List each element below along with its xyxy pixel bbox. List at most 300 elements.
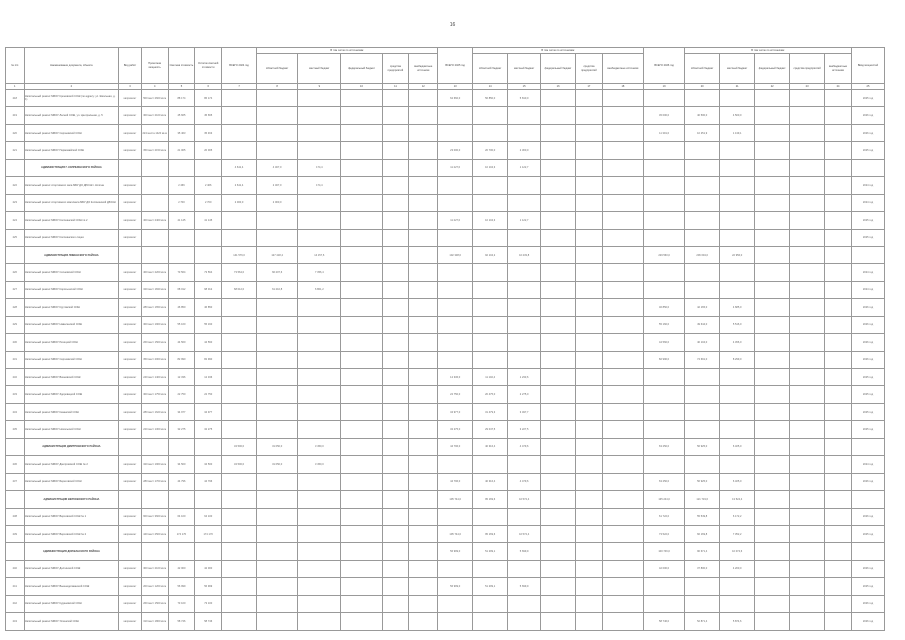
source-2025: 40 316,4 — [473, 473, 508, 490]
total-2024 — [222, 90, 257, 107]
work-kind: капремонт — [119, 351, 142, 368]
capacity: 350 мест 2000 кв.м — [141, 351, 168, 368]
source-2024 — [409, 90, 438, 107]
source-2025 — [602, 177, 643, 194]
remaining-cost: 42 000 — [195, 560, 222, 577]
source-2025 — [576, 438, 603, 455]
row-number: 219 — [6, 107, 25, 124]
source-2026 — [825, 316, 852, 333]
estimated-cost: 56 999 — [168, 578, 195, 595]
commission-year: 2025 год — [851, 525, 884, 542]
source-2026 — [790, 403, 825, 420]
total-2024: 73 564,0 — [222, 264, 257, 281]
remaining-cost: 44 796 — [195, 473, 222, 490]
budget-table-container — [5, 47, 885, 631]
source-2024 — [257, 525, 298, 542]
source-2025 — [602, 194, 643, 211]
source-2026 — [790, 159, 825, 176]
commission-year: 2025 год — [851, 369, 884, 386]
object-name: Капитальный ремонт МБОУ Сергеевской СОШ — [24, 124, 119, 141]
total-2025: 44 796,0 — [438, 438, 473, 455]
total-2025 — [438, 595, 473, 612]
source-2026 — [825, 369, 852, 386]
source-2026 — [720, 456, 755, 473]
source-2024: 174,4 — [298, 159, 341, 176]
source-2026 — [790, 194, 825, 211]
row-number: 224 — [6, 212, 25, 229]
row-number: 232 — [6, 369, 25, 386]
work-kind: капремонт — [119, 525, 142, 542]
row-number: 237 — [6, 473, 25, 490]
work-kind: капремонт — [119, 473, 142, 490]
source-2024 — [409, 142, 438, 159]
source-2025 — [602, 491, 643, 508]
total-2026: 135 244,0 — [644, 491, 685, 508]
source-2024 — [409, 560, 438, 577]
remaining-cost: 58 746 — [195, 613, 222, 630]
source-2026: 52 871,4 — [685, 613, 720, 630]
total-2026: 58 746,0 — [644, 613, 685, 630]
object-name: Капитальный ремонт МБОУ Кудиновской СОШ — [24, 595, 119, 612]
header-source-1-1: областной бюджет — [257, 54, 298, 84]
source-2025 — [541, 491, 576, 508]
source-2024 — [409, 456, 438, 473]
source-2025: 51 299,1 — [473, 578, 508, 595]
source-2025 — [508, 316, 541, 333]
estimated-cost: 68 012 — [168, 281, 195, 298]
source-2024 — [341, 560, 382, 577]
source-2024 — [298, 90, 341, 107]
source-2024 — [341, 403, 382, 420]
estimated-cost: 2 466 — [168, 177, 195, 194]
commission-year: 2026 год — [851, 107, 884, 124]
table-row — [6, 281, 885, 298]
total-2024 — [222, 403, 257, 420]
source-2026 — [755, 194, 790, 211]
empty-cell — [119, 159, 142, 176]
source-2024 — [382, 438, 409, 455]
object-name: Капитальный ремонт МБОУ Верховской СОШ № 1 — [24, 508, 119, 525]
source-2026 — [685, 369, 720, 386]
header-source-2-4: средства предприятий — [576, 54, 603, 84]
source-2024 — [298, 525, 341, 542]
total-2024: 4 641,4 — [222, 159, 257, 176]
source-2024 — [298, 351, 341, 368]
source-2024 — [341, 334, 382, 351]
source-2024: 61 210,8 — [257, 281, 298, 298]
object-name: Капитальный ремонт МБОУ Вышнедолжанской СОШ — [24, 578, 119, 595]
table-row — [6, 525, 885, 542]
commission-year — [851, 246, 884, 263]
header-source-3-1: областной бюджет — [685, 54, 720, 84]
source-2026 — [685, 264, 720, 281]
source-2024 — [409, 246, 438, 263]
column-number: 13 — [438, 84, 473, 90]
table-row — [6, 613, 885, 630]
source-2025 — [473, 264, 508, 281]
source-2024 — [257, 560, 298, 577]
source-2026 — [755, 438, 790, 455]
empty-cell — [195, 246, 222, 263]
object-name: Капитальный ремонт МБОУ Крутовской СОШ — [24, 299, 119, 316]
source-2024 — [382, 525, 409, 542]
total-2024 — [222, 351, 257, 368]
source-2026 — [720, 159, 755, 176]
source-2024 — [341, 246, 382, 263]
capacity: 440 мест 2500 кв.м — [141, 525, 168, 542]
source-2025 — [576, 473, 603, 490]
row-number: 241 — [6, 578, 25, 595]
estimated-cost: 44 560 — [168, 334, 195, 351]
source-2024 — [341, 386, 382, 403]
source-2026 — [790, 438, 825, 455]
source-2026 — [790, 334, 825, 351]
source-2026 — [825, 194, 852, 211]
source-2026 — [720, 90, 755, 107]
empty-cell — [141, 491, 168, 508]
section-row — [6, 491, 885, 508]
source-2024 — [298, 369, 341, 386]
remaining-cost: 86 174 — [195, 90, 222, 107]
source-2025 — [541, 421, 576, 438]
row-number: 218 — [6, 90, 25, 107]
source-2024 — [341, 421, 382, 438]
total-2025: 11 227,0 — [438, 159, 473, 176]
source-2026 — [790, 351, 825, 368]
source-2024 — [409, 421, 438, 438]
source-2026 — [755, 351, 790, 368]
commission-year: 2026 год — [851, 351, 884, 368]
source-2025 — [602, 351, 643, 368]
source-2025 — [541, 560, 576, 577]
source-2024 — [257, 351, 298, 368]
source-2024 — [298, 578, 341, 595]
row-number: 238 — [6, 508, 25, 525]
empty-cell — [195, 159, 222, 176]
header-capacity: Проектная мощность — [141, 48, 168, 84]
source-2024 — [341, 316, 382, 333]
source-2025 — [602, 613, 643, 630]
empty-cell — [168, 246, 195, 263]
source-2025 — [602, 229, 643, 246]
empty-cell — [119, 543, 142, 560]
source-2025 — [473, 281, 508, 298]
total-2025: 56 999,0 — [438, 578, 473, 595]
source-2026 — [825, 212, 852, 229]
column-number: 16 — [541, 84, 576, 90]
source-2026 — [755, 473, 790, 490]
source-2025 — [508, 107, 541, 124]
source-2025: 4 479,6 — [508, 438, 541, 455]
source-2025: 51 299,1 — [473, 543, 508, 560]
source-2024 — [341, 595, 382, 612]
source-2026: 56 925,0 — [685, 438, 720, 455]
source-2024: 3 450,0 — [298, 456, 341, 473]
source-2026 — [790, 491, 825, 508]
source-2025 — [473, 194, 508, 211]
source-2024 — [257, 369, 298, 386]
source-2026 — [755, 334, 790, 351]
capacity: 400 мест 2400 кв.м — [141, 212, 168, 229]
source-2026 — [720, 212, 755, 229]
capacity: 200 мест 1200 кв.м — [141, 578, 168, 595]
section-row — [6, 159, 885, 176]
source-2024 — [298, 124, 341, 141]
source-2024 — [257, 316, 298, 333]
section-row — [6, 543, 885, 560]
estimated-cost: 73 100 — [168, 595, 195, 612]
source-2024 — [298, 491, 341, 508]
column-number: 17 — [576, 84, 603, 90]
source-2026 — [755, 229, 790, 246]
source-2025 — [576, 386, 603, 403]
source-2026 — [825, 142, 852, 159]
row-number: 222 — [6, 177, 25, 194]
source-2026 — [685, 281, 720, 298]
column-number: 15 — [508, 84, 541, 90]
source-2025 — [602, 543, 643, 560]
source-2026 — [790, 613, 825, 630]
estimated-cost: 64 100 — [168, 508, 195, 525]
source-2026 — [825, 246, 852, 263]
object-name: Капитальный ремонт МБОУ Навесенской СОШ — [24, 316, 119, 333]
source-2024 — [382, 421, 409, 438]
source-2026: 56 925,0 — [685, 473, 720, 490]
total-2026 — [644, 421, 685, 438]
source-2026 — [755, 595, 790, 612]
table-row — [6, 595, 885, 612]
section-row — [6, 246, 885, 263]
commission-year: 2026 год — [851, 560, 884, 577]
source-2025 — [541, 473, 576, 490]
source-2024 — [382, 595, 409, 612]
source-2025: 20 700,0 — [473, 142, 508, 159]
total-2026 — [644, 212, 685, 229]
source-2026 — [755, 491, 790, 508]
empty-cell — [119, 438, 142, 455]
source-2025 — [541, 124, 576, 141]
source-2025: 10 104,3 — [473, 159, 508, 176]
remaining-cost: 174 170 — [195, 525, 222, 542]
source-2026: 206 604,0 — [685, 246, 720, 263]
source-2024 — [409, 351, 438, 368]
row-number: 234 — [6, 403, 25, 420]
column-number: 8 — [257, 84, 298, 90]
source-2024 — [409, 264, 438, 281]
work-kind: капремонт — [119, 177, 142, 194]
source-2026 — [755, 281, 790, 298]
source-2025 — [541, 351, 576, 368]
source-2024 — [409, 281, 438, 298]
total-2025 — [438, 316, 473, 333]
total-2026: 45 000,0 — [644, 107, 685, 124]
source-2025 — [602, 525, 643, 542]
total-2025: 102 338,0 — [438, 246, 473, 263]
source-2026 — [825, 177, 852, 194]
header-source-3-5: внебюджетные источники — [825, 54, 852, 84]
table-row — [6, 194, 885, 211]
total-2025: 62 660,0 — [438, 90, 473, 107]
total-2026 — [644, 369, 685, 386]
object-name: Капитальный ремонт МБОУ Сосновской СОШ — [24, 264, 119, 281]
object-name: Капитальный ремонт МБОУ Колпнянского лицея — [24, 229, 119, 246]
total-2025: 22 750,0 — [438, 386, 473, 403]
source-2026 — [825, 508, 852, 525]
source-2025: 1 233,6 — [508, 369, 541, 386]
total-2025 — [438, 508, 473, 525]
source-2025 — [602, 281, 643, 298]
source-2025 — [508, 229, 541, 246]
source-2025 — [576, 281, 603, 298]
total-2026 — [644, 229, 685, 246]
header-source-1-3: федеральный бюджет — [341, 54, 382, 84]
total-2026 — [644, 578, 685, 595]
source-2025 — [602, 107, 643, 124]
source-2024 — [298, 543, 341, 560]
source-2024 — [409, 491, 438, 508]
header-source-1-4: средства предприятий — [382, 54, 409, 84]
row-number: 230 — [6, 334, 25, 351]
source-2025 — [602, 212, 643, 229]
source-2024 — [382, 543, 409, 560]
remaining-cost: 82 990 — [195, 351, 222, 368]
source-2025 — [541, 177, 576, 194]
header-source-3-4: средства предприятий — [790, 54, 825, 84]
source-2026 — [825, 229, 852, 246]
source-2025: 5 699,9 — [508, 543, 541, 560]
total-2025: 44 796,0 — [438, 473, 473, 490]
table-row — [6, 142, 885, 159]
source-2026 — [790, 142, 825, 159]
source-2024 — [257, 595, 298, 612]
header-source-2-2: местный бюджет — [508, 54, 541, 84]
estimated-cost: 58 746 — [168, 613, 195, 630]
total-2025 — [438, 299, 473, 316]
source-2026: 42 165,0 — [685, 299, 720, 316]
source-2026 — [720, 142, 755, 159]
source-2026 — [755, 403, 790, 420]
remaining-cost: 64 100 — [195, 508, 222, 525]
source-2026: 66 169,8 — [685, 525, 720, 542]
object-name: Капитальный ремонт МБОУ Первомайской СОШ — [24, 142, 119, 159]
source-2026: 6 325,0 — [720, 438, 755, 455]
header-deadline: Ввод мощностей — [851, 48, 884, 84]
header-source-2-5: внебюджетные источники — [602, 54, 643, 84]
capacity: 350 мест 2150 кв.м — [141, 142, 168, 159]
source-2025: 2 275,0 — [508, 386, 541, 403]
source-2024 — [382, 369, 409, 386]
column-number: 20 — [685, 84, 720, 90]
source-2024 — [341, 351, 382, 368]
source-2026 — [825, 560, 852, 577]
total-2024 — [222, 142, 257, 159]
source-2025 — [541, 229, 576, 246]
source-2024 — [409, 473, 438, 490]
work-kind: капремонт — [119, 194, 142, 211]
source-2024 — [382, 491, 409, 508]
source-2024 — [298, 508, 341, 525]
source-2026 — [720, 578, 755, 595]
source-2024 — [341, 456, 382, 473]
source-2026: 55 549,8 — [685, 508, 720, 525]
empty-cell — [168, 438, 195, 455]
empty-cell — [141, 246, 168, 263]
source-2024 — [409, 159, 438, 176]
source-2024 — [341, 212, 382, 229]
total-2024 — [222, 124, 257, 141]
row-number: 226 — [6, 264, 25, 281]
column-number: 24 — [825, 84, 852, 90]
total-2026 — [644, 456, 685, 473]
source-2024 — [341, 124, 382, 141]
source-2026: 40 104,0 — [685, 334, 720, 351]
source-2026 — [685, 194, 720, 211]
capacity: 300 мест 1900 кв.м — [141, 316, 168, 333]
source-2025: 3 497,7 — [508, 403, 541, 420]
source-2024 — [257, 124, 298, 141]
source-2025 — [576, 264, 603, 281]
remaining-cost: 22 750 — [195, 386, 222, 403]
work-kind: капремонт — [119, 212, 142, 229]
commission-year: 2026 год — [851, 316, 884, 333]
table-row — [6, 351, 885, 368]
source-2025 — [508, 281, 541, 298]
budget-table — [5, 47, 885, 631]
source-2026 — [685, 212, 720, 229]
source-2024 — [382, 613, 409, 630]
source-2025 — [473, 456, 508, 473]
table-row — [6, 177, 885, 194]
header-total-2024: ВСЕГО 2024 год — [222, 48, 257, 84]
source-2026 — [825, 438, 852, 455]
table-row — [6, 421, 885, 438]
source-2026 — [825, 473, 852, 490]
source-2025 — [473, 560, 508, 577]
source-2024 — [409, 316, 438, 333]
source-2026 — [755, 124, 790, 141]
source-2024 — [382, 142, 409, 159]
remaining-cost: 35 463 — [195, 124, 222, 141]
row-number: 239 — [6, 525, 25, 542]
source-2025 — [541, 369, 576, 386]
source-2025 — [541, 299, 576, 316]
source-2024 — [382, 560, 409, 577]
source-2024 — [409, 229, 438, 246]
work-kind: капремонт — [119, 124, 142, 141]
source-2026 — [755, 578, 790, 595]
header-cost: Сметная стоимость — [168, 48, 195, 84]
capacity: 260 мест 1500 кв.м — [141, 334, 168, 351]
source-2024 — [382, 456, 409, 473]
source-2024 — [298, 229, 341, 246]
work-kind: капремонт — [119, 142, 142, 159]
source-2026: 10 251,9 — [685, 124, 720, 141]
source-2026 — [755, 560, 790, 577]
source-2026 — [825, 456, 852, 473]
estimated-cost: 42 000 — [168, 560, 195, 577]
source-2025 — [576, 613, 603, 630]
source-2026 — [790, 246, 825, 263]
source-2025 — [541, 142, 576, 159]
header-source-2-1: областной бюджет — [473, 54, 508, 84]
table-row — [6, 107, 885, 124]
source-2024 — [409, 543, 438, 560]
capacity: 600 мест 3600 кв.м — [141, 508, 168, 525]
source-2025: 56 850,0 — [473, 90, 508, 107]
remaining-cost: 73 564 — [195, 264, 222, 281]
source-2026 — [720, 369, 755, 386]
source-2025 — [508, 264, 541, 281]
